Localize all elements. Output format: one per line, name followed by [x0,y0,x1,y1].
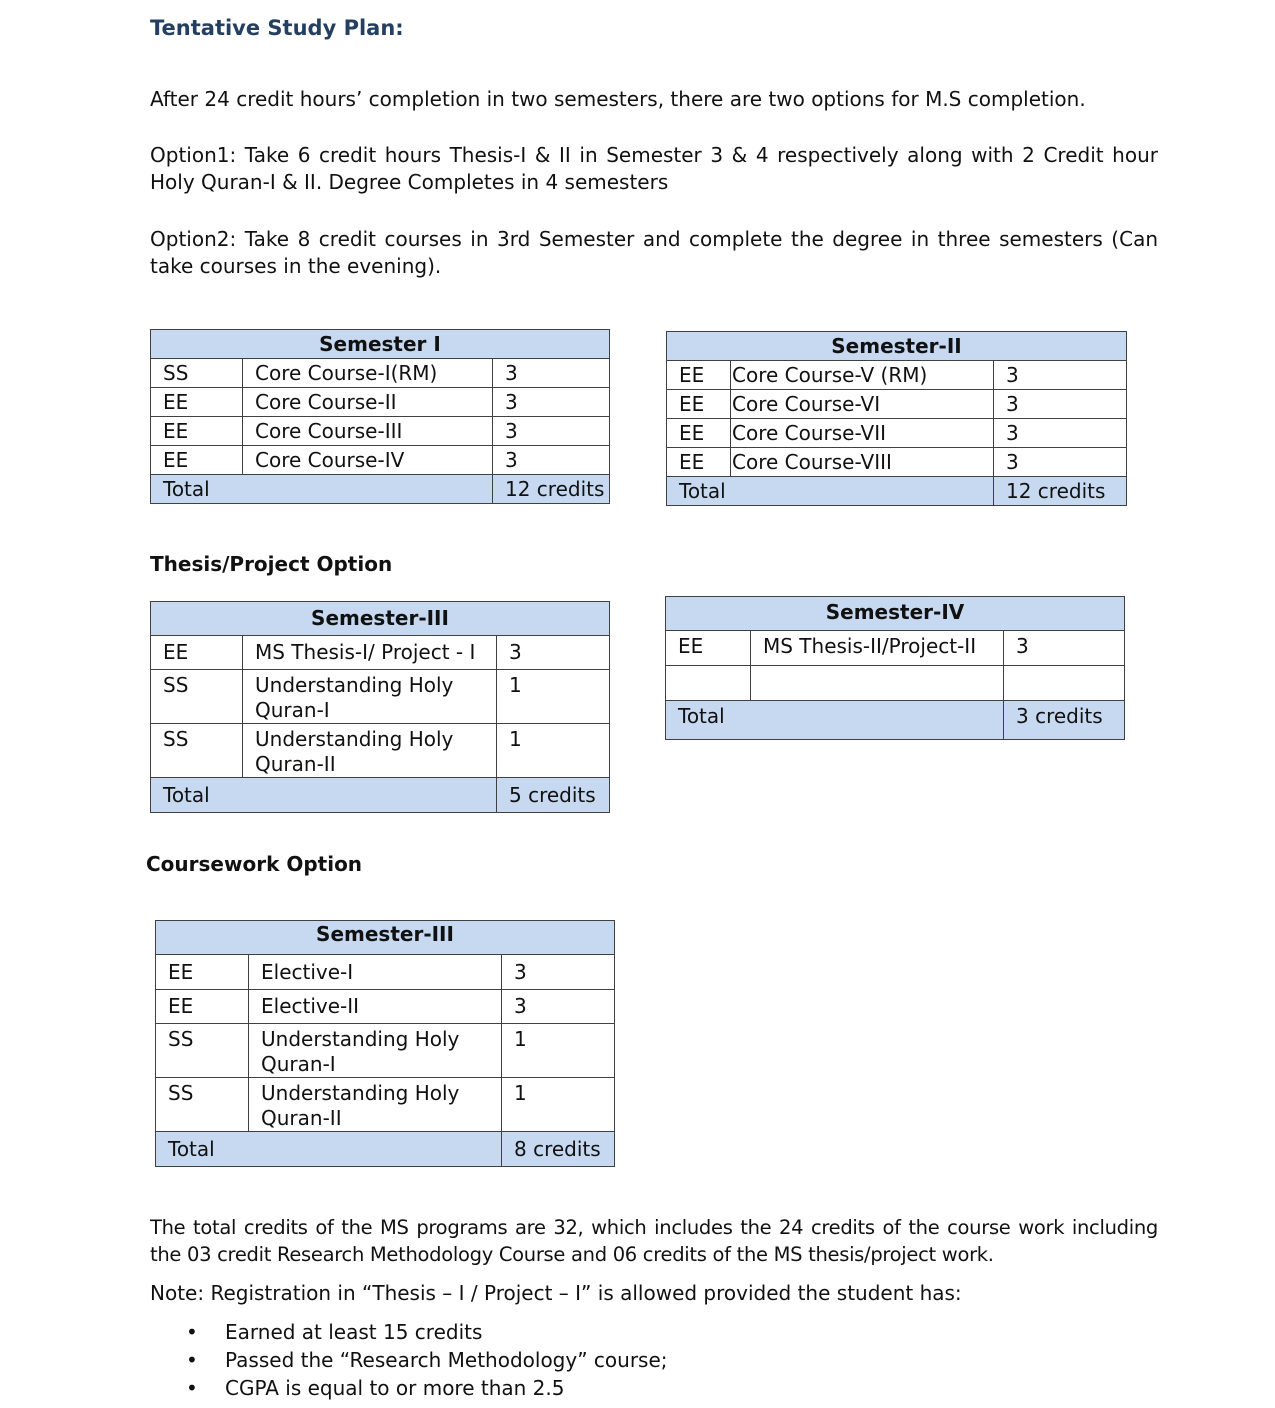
total-label: Total [151,475,493,504]
requirement-text: Earned at least 15 credits [225,1320,483,1344]
thesis-semester3-table [150,601,610,813]
course-type: EE [156,990,249,1024]
semester2-table [666,331,1127,506]
course-type: SS [151,724,243,778]
summary-line1: The total credits of the MS programs are 32, which includes the 24 credits of the course work including [150,1216,1158,1239]
course-credits: 1 [497,670,610,724]
bullet-icon: • [186,1320,198,1344]
table-row [667,448,1127,477]
course-credits: 1 [502,1024,615,1078]
total-row [156,1132,615,1167]
course-name: Core Course-III [243,417,493,446]
total-label: Total [667,477,994,506]
course-type: SS [151,359,243,388]
table-row [151,417,610,446]
course-type: SS [156,1024,249,1078]
course-credits: 3 [994,419,1127,448]
semester1-title: Semester I [151,330,610,359]
course-type: EE [151,417,243,446]
note-paragraph [150,1280,1160,1307]
course-credits: 3 [994,448,1127,477]
course-type: EE [151,446,243,475]
thesis-semester4-title: Semester-IV [666,597,1125,631]
table-row [156,955,615,990]
course-credits: 3 [994,361,1127,390]
intro-text: After 24 credit hours’ completion in two semesters, there are two options for M.S completion. [150,87,1086,111]
course-name: Understanding Holy Quran-I [249,1024,502,1078]
course-name: Core Course-VII [731,419,994,448]
course-credits: 3 [493,417,610,446]
list-item [150,1346,668,1374]
option1-line2: Holy Quran-I & II. Degree Completes in 4 semesters [150,170,669,194]
total-value: 12 credits [493,475,610,504]
option2-line2: take courses in the evening). [150,254,442,278]
table-row [151,636,610,670]
course-name: Understanding Holy Quran-II [249,1078,502,1132]
table-row [151,670,610,724]
course-credits: 3 [493,388,610,417]
course-name: Core Course-I(RM) [243,359,493,388]
total-value: 12 credits [994,477,1127,506]
course-type: EE [667,361,731,390]
total-label: Total [156,1132,502,1167]
requirement-text: CGPA is equal to or more than 2.5 [225,1376,565,1400]
course-credits: 3 [502,990,615,1024]
course-credits: 3 [994,390,1127,419]
option2-line1: Option2: Take 8 credit courses in 3rd Semester and complete the degree in three semesters (Can [150,227,1158,251]
course-name: Core Course-V (RM) [731,361,994,390]
table-row [151,446,610,475]
course-name: Core Course-VIII [731,448,994,477]
table-row [156,990,615,1024]
list-item [150,1374,668,1402]
bullet-icon: • [186,1376,198,1400]
intro-paragraph [150,86,1160,113]
course-type: EE [151,636,243,670]
total-value: 5 credits [497,778,610,813]
course-name [751,666,1004,701]
course-credits: 3 [493,446,610,475]
list-item [150,1318,668,1346]
total-value: 3 credits [1004,701,1125,740]
course-credits: 3 [497,636,610,670]
total-value: 8 credits [502,1132,615,1167]
coursework-semester3-table [155,920,615,1167]
total-label: Total [151,778,497,813]
course-name: Core Course-VI [731,390,994,419]
option2-paragraph [150,226,1158,280]
semester2-title: Semester-II [667,332,1127,361]
requirement-text: Passed the “Research Methodology” course; [225,1348,668,1372]
bullet-icon: • [186,1348,198,1372]
course-credits: 3 [502,955,615,990]
course-type: EE [667,419,731,448]
table-row [151,724,610,778]
course-name: Understanding Holy Quran-II [243,724,497,778]
total-row [151,778,610,813]
table-row [666,631,1125,666]
page-title: Tentative Study Plan: [150,16,404,40]
course-name: Elective-I [249,955,502,990]
course-type: EE [666,631,751,666]
course-name: Core Course-II [243,388,493,417]
course-type: EE [151,388,243,417]
course-type: EE [667,448,731,477]
course-name: MS Thesis-I/ Project - I [243,636,497,670]
table-row [156,1078,615,1132]
total-row [151,475,610,504]
total-row [666,701,1125,740]
course-name: MS Thesis-II/Project-II [751,631,1004,666]
course-name: Understanding Holy Quran-I [243,670,497,724]
table-row [667,361,1127,390]
course-name: Core Course-IV [243,446,493,475]
course-credits: 1 [502,1078,615,1132]
course-credits: 1 [497,724,610,778]
coursework-semester3-title: Semester-III [156,921,615,955]
course-type: SS [156,1078,249,1132]
table-row [151,388,610,417]
course-credits: 3 [493,359,610,388]
semester1-table [150,329,610,504]
course-credits [1004,666,1125,701]
table-row [667,419,1127,448]
coursework-option-heading: Coursework Option [146,852,363,876]
summary-line2: the 03 credit Research Methodology Course and 06 credits of the MS thesis/project work. [150,1243,994,1266]
table-row-empty [666,666,1125,701]
course-type [666,666,751,701]
table-row [667,390,1127,419]
course-name: Elective-II [249,990,502,1024]
option1-line1: Option1: Take 6 credit hours Thesis-I & II in Semester 3 & 4 respectively along with 2 Credit hour [150,143,1158,167]
table-row [156,1024,615,1078]
table-row [151,359,610,388]
course-type: EE [667,390,731,419]
summary-paragraph [150,1214,1158,1268]
thesis-semester4-table [665,596,1125,740]
option1-paragraph [150,142,1158,196]
course-credits: 3 [1004,631,1125,666]
note-text: Note: Registration in “Thesis – I / Project – I” is allowed provided the student has: [150,1281,962,1305]
course-type: EE [156,955,249,990]
course-type: SS [151,670,243,724]
thesis-semester3-title: Semester-III [151,602,610,636]
total-label: Total [666,701,1004,740]
total-row [667,477,1127,506]
requirements-list [150,1318,668,1402]
thesis-option-heading: Thesis/Project Option [150,552,393,576]
